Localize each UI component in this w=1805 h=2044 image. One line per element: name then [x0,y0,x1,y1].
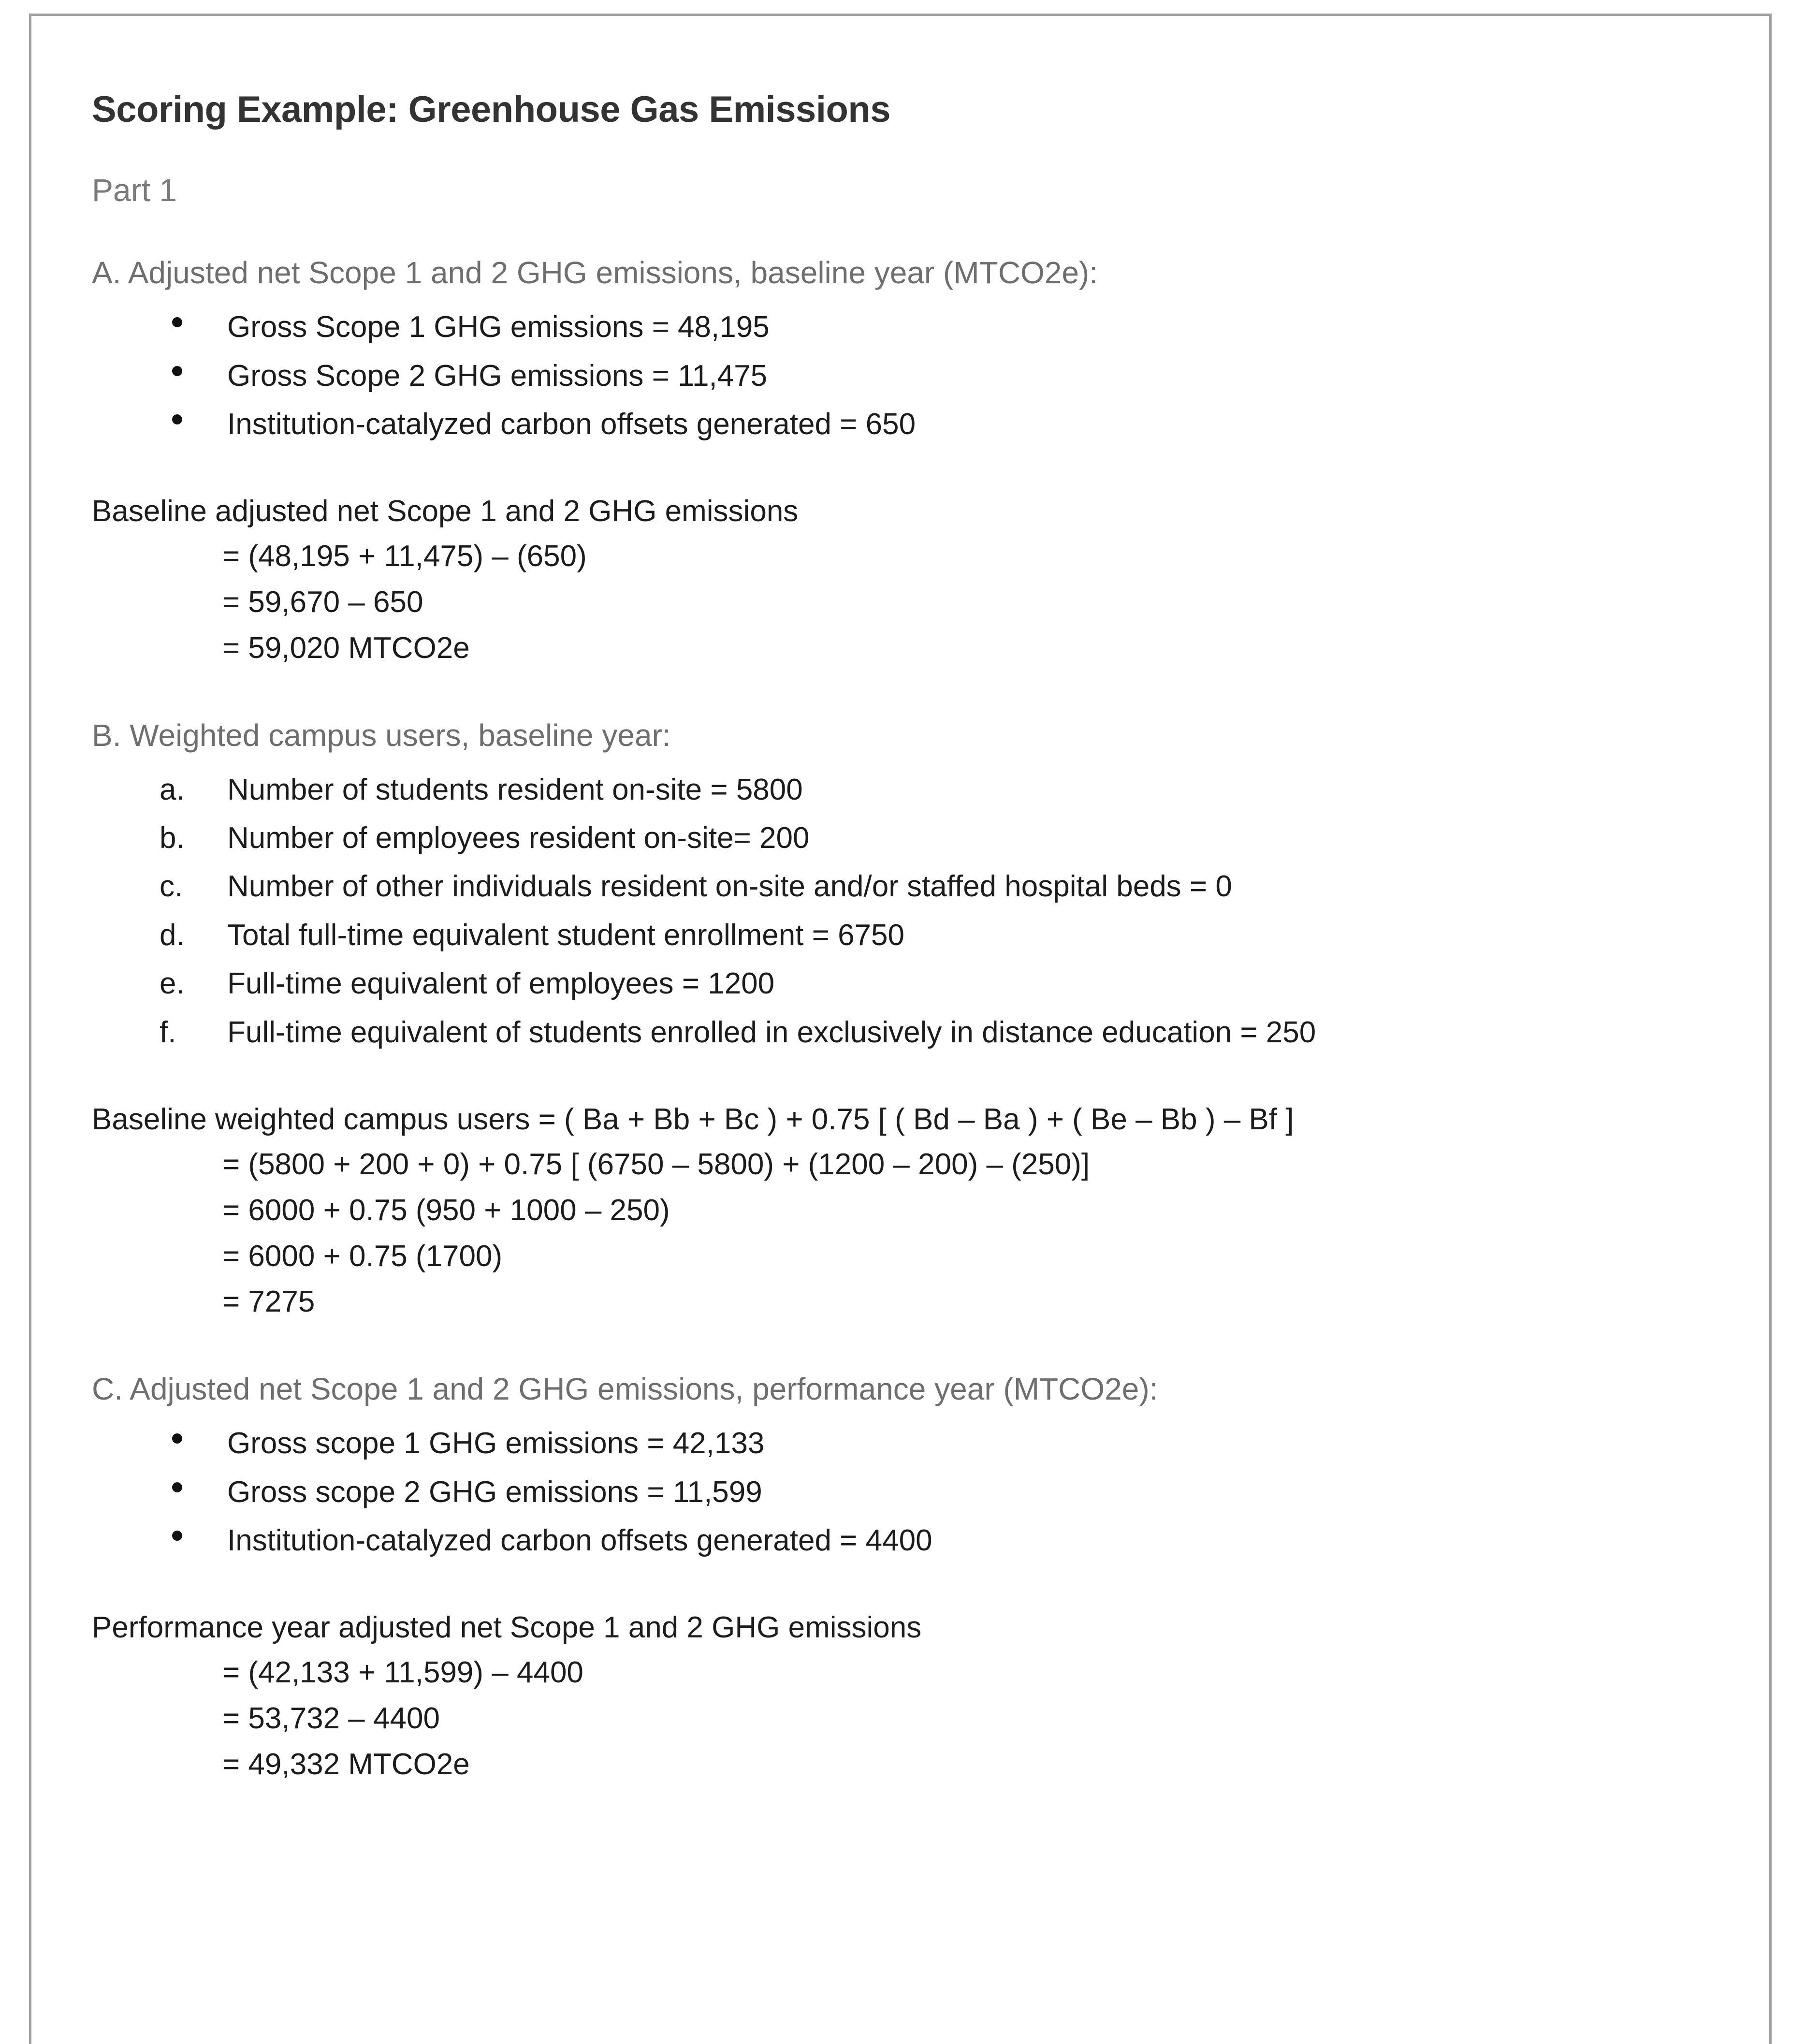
list-item-label: Gross scope 2 GHG emissions = 11,599 [227,1475,762,1509]
section-c-calculation [92,1606,1735,1787]
list-item [92,766,1735,814]
section-b-lettered-list [92,766,1735,1057]
bullet-dot-icon [172,414,182,424]
list-item-label: Total full-time equivalent student enrollment = 6750 [227,918,904,952]
list-item-label: Full-time equivalent of students enrolled in exclusively in distance education = 250 [227,1015,1316,1049]
list-marker: f. [160,1015,176,1049]
bullet-dot-icon [172,317,182,327]
list-item-label: Institution-catalyzed carbon offsets generated = 650 [227,407,916,441]
calculation-line: = 59,670 – 650 [222,585,423,619]
page-title: Scoring Example: Greenhouse Gas Emissions [92,89,891,130]
list-item [92,960,1735,1008]
list-item [92,1419,1735,1468]
calculation-line: = 49,332 MTCO2e [222,1747,470,1781]
section-a-calculation [92,489,1735,671]
section-b-calculation [92,1097,1735,1325]
calculation-line: = 59,020 MTCO2e [222,631,470,665]
section-heading-c: C. Adjusted net Scope 1 and 2 GHG emissions, performance year (MTCO2e): [92,1372,1158,1407]
list-item [92,862,1735,911]
calculation-line: = (48,195 + 11,475) – (650) [222,540,587,573]
part-label: Part 1 [92,172,177,208]
calculation-line: = 7275 [222,1285,315,1319]
list-marker: d. [160,918,185,952]
calculation-line: = 53,732 – 4400 [222,1702,440,1736]
list-item [92,400,1735,449]
list-marker: c. [160,870,183,904]
document-body [92,88,1735,1788]
list-item [92,1468,1735,1517]
calculation-lines [92,534,1735,672]
list-item-label: Full-time equivalent of employees = 1200 [227,967,775,1001]
calculation-lead: Baseline weighted campus users = ( Ba + Bb + Bc ) + 0.75 [ ( Bd – Ba ) + ( Be – Bb ) – Bf ] [92,1103,1294,1137]
calculation-lines [92,1650,1735,1788]
calculation-line: = 6000 + 0.75 (1700) [222,1239,503,1273]
section-heading-b: B. Weighted campus users, baseline year: [92,717,671,753]
calculation-line: = 6000 + 0.75 (950 + 1000 – 250) [222,1193,670,1227]
list-item-label: Institution-catalyzed carbon offsets generated = 4400 [227,1524,932,1557]
calculation-lead: Baseline adjusted net Scope 1 and 2 GHG emissions [92,495,799,528]
list-marker: e. [160,967,185,1001]
list-item [92,1008,1735,1057]
list-item-label: Number of other individuals resident on-site and/or staffed hospital beds = 0 [227,870,1232,904]
document-page-frame [29,14,1772,2044]
list-item [92,303,1735,351]
calculation-line: = (42,133 + 11,599) – 4400 [222,1656,583,1690]
calculation-lead: Performance year adjusted net Scope 1 and 2 GHG emissions [92,1611,922,1645]
bullet-dot-icon [172,1482,182,1492]
list-item [92,352,1735,400]
list-item [92,814,1735,862]
bullet-dot-icon [172,366,182,376]
list-marker: a. [160,773,185,806]
section-a-bullet-list [92,303,1735,449]
list-item-label: Number of employees resident on-site= 200 [227,821,810,855]
calculation-lines [92,1142,1735,1325]
list-item [92,911,1735,960]
list-item [92,1517,1735,1565]
list-item-label: Gross scope 1 GHG emissions = 42,133 [227,1427,765,1460]
section-c-bullet-list [92,1419,1735,1565]
section-heading-a: A. Adjusted net Scope 1 and 2 GHG emissions, baseline year (MTCO2e): [92,255,1098,291]
list-item-label: Number of students resident on-site = 5800 [227,773,803,806]
list-item-label: Gross Scope 2 GHG emissions = 11,475 [227,359,768,393]
bullet-dot-icon [172,1531,182,1541]
bullet-dot-icon [172,1433,182,1444]
list-item-label: Gross Scope 1 GHG emissions = 48,195 [227,310,770,344]
list-marker: b. [160,821,185,855]
calculation-line: = (5800 + 200 + 0) + 0.75 [ (6750 – 5800) + (1200 – 200) – (250)] [222,1147,1090,1181]
